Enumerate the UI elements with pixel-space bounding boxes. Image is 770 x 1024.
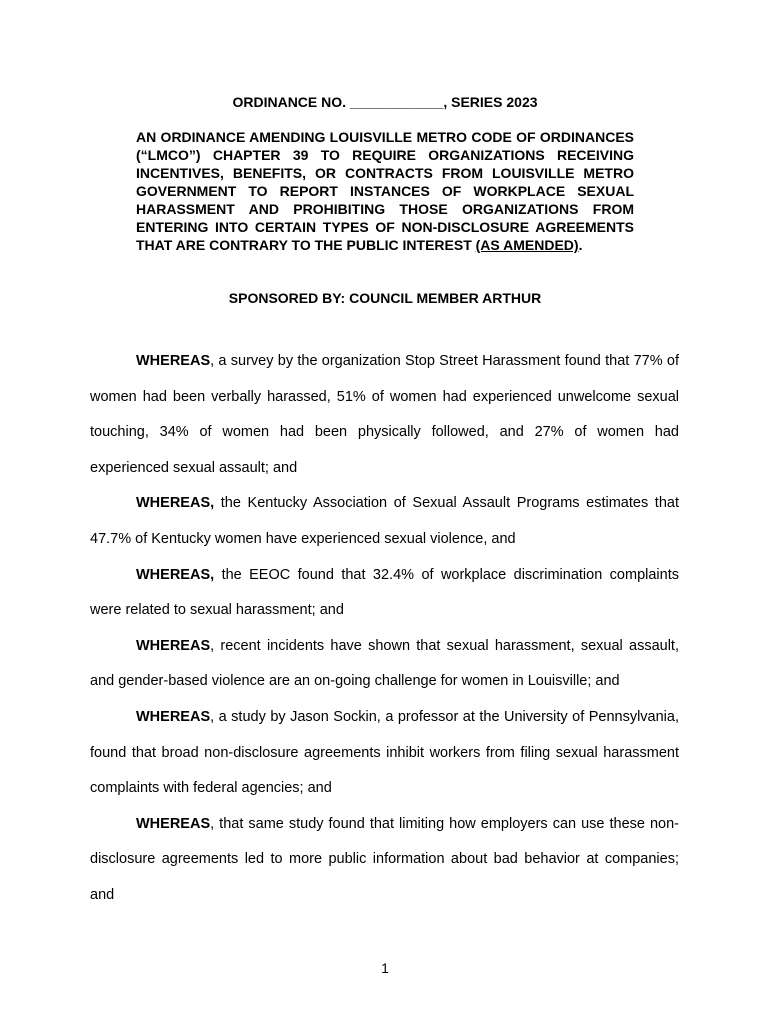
whereas-lead: WHEREAS — [136, 637, 211, 654]
whereas-text: , that same study found that limiting how employers can use these non-disclosure agreements led to more public information about bad behavior at companies; and — [90, 815, 679, 903]
whereas-paragraph-1 — [90, 344, 679, 486]
caption-period: . — [578, 237, 583, 253]
whereas-paragraph-5 — [90, 700, 679, 807]
whereas-text: the EEOC found that 32.4% of workplace discrimination complaints were related to sexual harassment; and — [90, 566, 679, 619]
sponsor-line: SPONSORED BY: COUNCIL MEMBER ARTHUR — [228, 290, 542, 306]
page-number: 1 — [381, 960, 389, 976]
ordinance-caption — [136, 128, 634, 254]
caption-amended: (AS AMENDED) — [475, 237, 579, 253]
whereas-lead: WHEREAS — [136, 708, 211, 725]
whereas-clauses — [90, 344, 679, 914]
whereas-text: the Kentucky Association of Sexual Assault Programs estimates that 47.7% of Kentucky women have experienced sexual violence, and — [90, 495, 679, 547]
whereas-lead: WHEREAS — [136, 815, 211, 832]
whereas-paragraph-2 — [90, 486, 679, 557]
caption-text: AN ORDINANCE AMENDING LOUISVILLE METRO CODE OF ORDINANCES (“LMCO”) CHAPTER 39 TO REQUIRE ORGANIZATIONS RECEIVING INCENTIVES, BENEFITS, OR CONTRACTS FROM LOUISVILLE METRO GOVERNMENT TO REPORT INSTANCES OF WORKPLACE SEXUAL HARASSMENT AND PROHIBITING THOSE ORGANIZATIONS FROM ENTERING INTO CERTAIN TYPES OF NON-DISCLOSURE AGREEMENTS THAT ARE CONTRARY TO THE PUBLIC INTEREST — [136, 129, 634, 253]
whereas-paragraph-3 — [90, 558, 679, 629]
whereas-text: , recent incidents have shown that sexual harassment, sexual assault, and gender-based violence are an on-going challenge for women in Louisville; and — [90, 637, 679, 690]
whereas-paragraph-4 — [90, 629, 679, 700]
whereas-text: , a survey by the organization Stop Street Harassment found that 77% of women had been verbally harassed, 51% of women had experienced unwelcome sexual touching, 34% of women had been physically followed, and 27% of women had experienced sexual assault; and — [90, 353, 679, 476]
whereas-lead: WHEREAS, — [136, 495, 215, 512]
whereas-text: , a study by Jason Sockin, a professor at the University of Pennsylvania, found that broad non-disclosure agreements inhibit workers from filing sexual harassment complaints with federal agencies; and — [90, 708, 679, 797]
whereas-lead: WHEREAS, — [136, 566, 215, 583]
whereas-lead: WHEREAS — [136, 353, 211, 369]
whereas-paragraph-6 — [90, 807, 679, 914]
ordinance-title: ORDINANCE NO. ____________, SERIES 2023 — [232, 94, 538, 110]
